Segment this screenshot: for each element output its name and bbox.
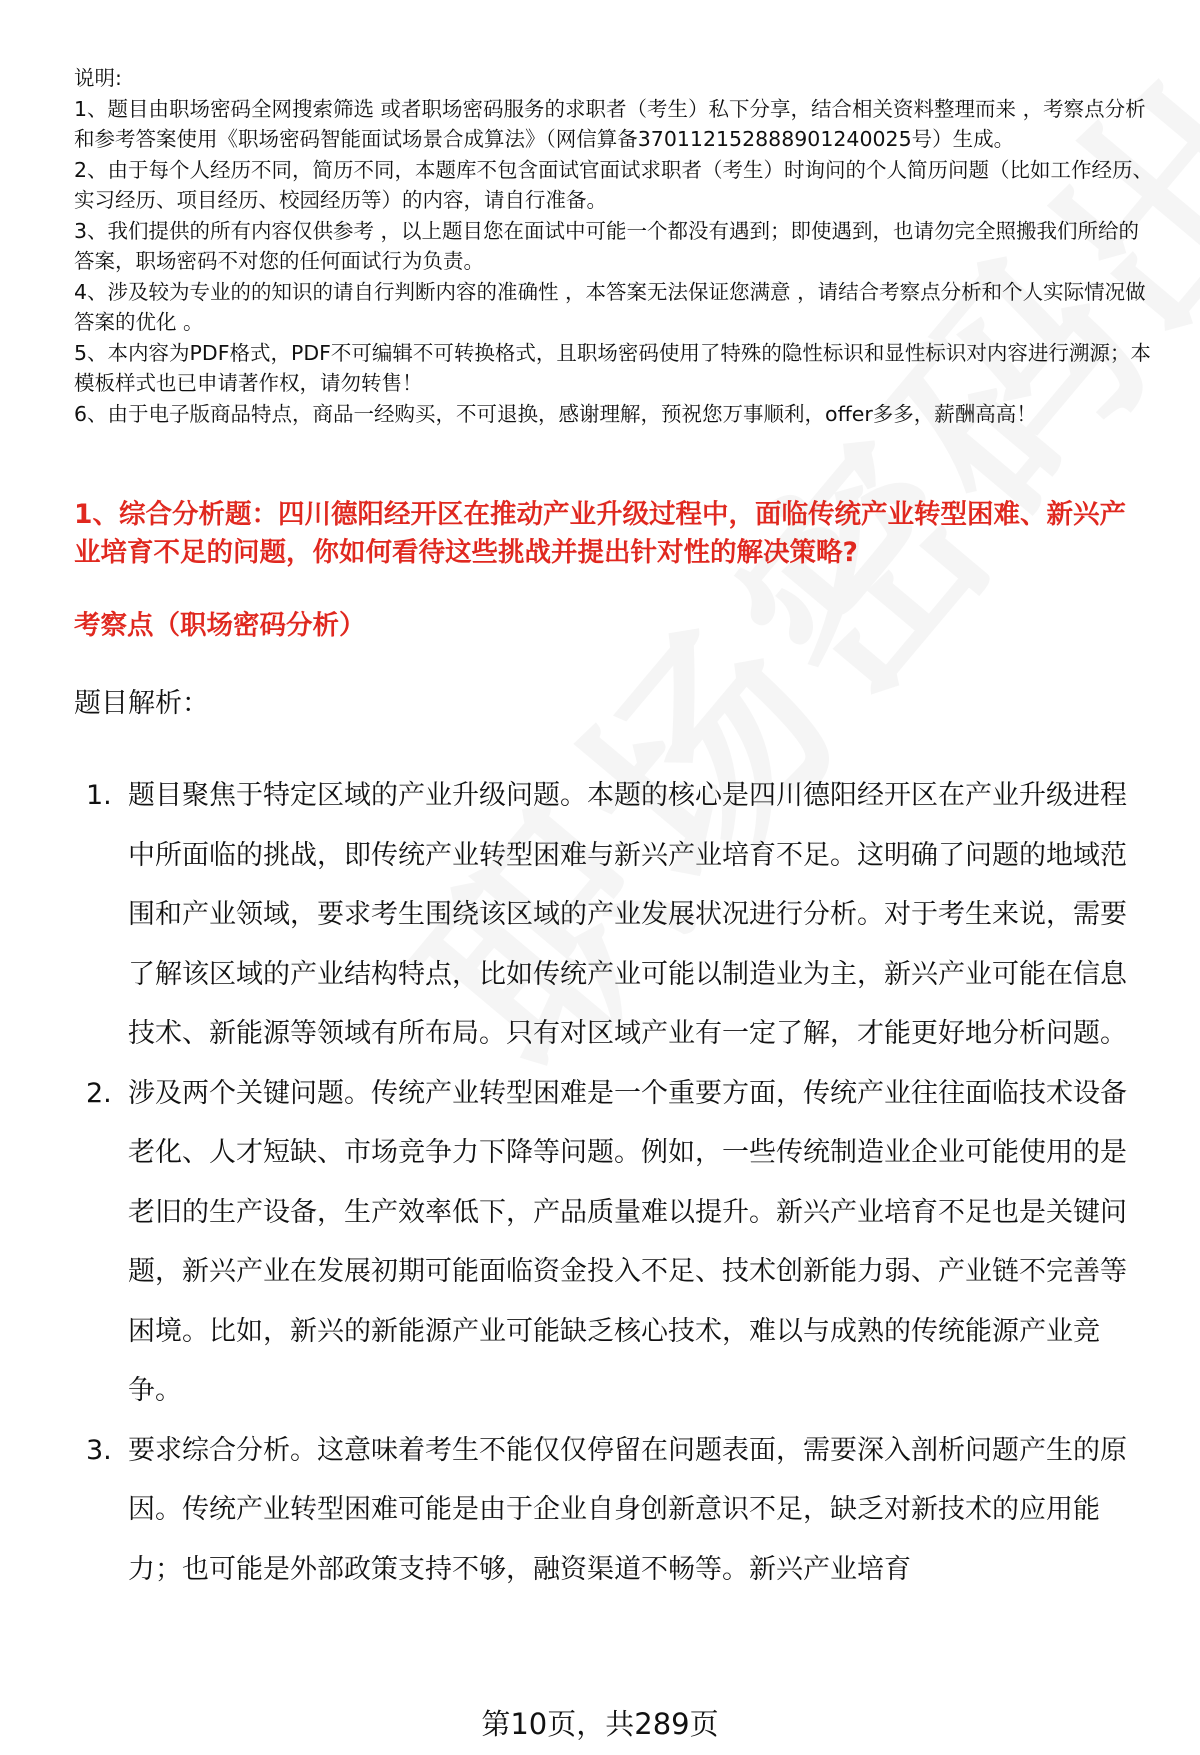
point-number: 3. (86, 1434, 112, 1466)
analysis-point (86, 766, 1143, 1064)
note-item: 3、我们提供的所有内容仅供参考 ，以上题目您在面试中可能一个都没有遇到；即使遇到，也请勿完全照搬我们所给的答案，职场密码不对您的任何面试行为负责。 (74, 218, 1140, 273)
page-footer: 第10页，共289页 (481, 1707, 719, 1741)
point-text: 题目聚焦于特定区域的产业升级问题。本题的核心是四川德阳经开区在产业升级进程中所面临的挑战，即传统产业转型困难与新兴产业培育不足。这明确了问题的地域范围和产业领域，要求考生围绕该区域的产业发展状况进行分析。对于考生来说，需要了解该区域的产业结构特点，比如传统产业可能以制造业为主，新兴产业可能在信息技术、新能源等领域有所布局。只有对区域产业有一定了解，才能更好地分析问题。 (128, 780, 1127, 1049)
point-number: 1. (86, 780, 112, 811)
note-item: 5、本内容为PDF格式，PDF不可编辑不可转换格式，且职场密码使用了特殊的隐性标识和显性标识对内容进行溯源；本模板样式也已申请著作权，请勿转售！ (74, 340, 1151, 395)
analysis-list (86, 766, 1143, 1599)
disclaimer-notes (74, 63, 1154, 429)
analysis-point (86, 1064, 1143, 1421)
note-item: 1、题目由职场密码全网搜索筛选 或者职场密码服务的求职者（考生）私下分享，结合相关资料整理而来 ，考察点分析和参考答案使用《职场密码智能面试场景合成算法》（网信算备370112152888901240025号）生成。 (74, 96, 1146, 151)
point-text: 涉及两个关键问题。传统产业转型困难是一个重要方面，传统产业往往面临技术设备老化、人才短缺、市场竞争力下降等问题。例如，一些传统制造业企业可能使用的是老旧的生产设备，生产效率低下，产品质量难以提升。新兴产业培育不足也是关键问题，新兴产业在发展初期可能面临资金投入不足、技术创新能力弱、产业链不完善等困境。比如，新兴的新能源产业可能缺乏核心技术，难以与成熟的传统能源产业竞争。 (128, 1077, 1127, 1406)
note-item: 6、由于电子版商品特点，商品一经购买，不可退换，感谢理解，预祝您万事顺利，offer多多，薪酬高高！ (74, 401, 1037, 426)
analysis-point (86, 1421, 1143, 1600)
note-item: 4、涉及较为专业的的知识的请自行判断内容的准确性 ，本答案无法保证您满意 ，请结合考察点分析和个人实际情况做答案的优化 。 (74, 279, 1146, 334)
point-number: 2. (86, 1077, 112, 1109)
note-item: 2、由于每个人经历不同，简历不同，本题库不包含面试官面试求职者（考生）时询问的个人简历问题（比如工作经历、实习经历、项目经历、校园经历等）的内容，请自行准备。 (74, 157, 1154, 212)
question-heading: 1、综合分析题：四川德阳经开区在推动产业升级过程中，面临传统产业转型困难、新兴产业培育不足的问题，你如何看待这些挑战并提出针对性的解决策略? (74, 499, 1126, 568)
analysis-label: 题目解析： (74, 688, 209, 719)
section-title: 考察点（职场密码分析） (74, 610, 366, 641)
point-text: 要求综合分析。这意味着考生不能仅仅停留在问题表面，需要深入剖析问题产生的原因。传统产业转型困难可能是由于企业自身创新意识不足，缺乏对新技术的应用能力；也可能是外部政策支持不够，融资渠道不畅等。新兴产业培育 (128, 1434, 1127, 1585)
notes-heading: 说明: (74, 66, 122, 90)
